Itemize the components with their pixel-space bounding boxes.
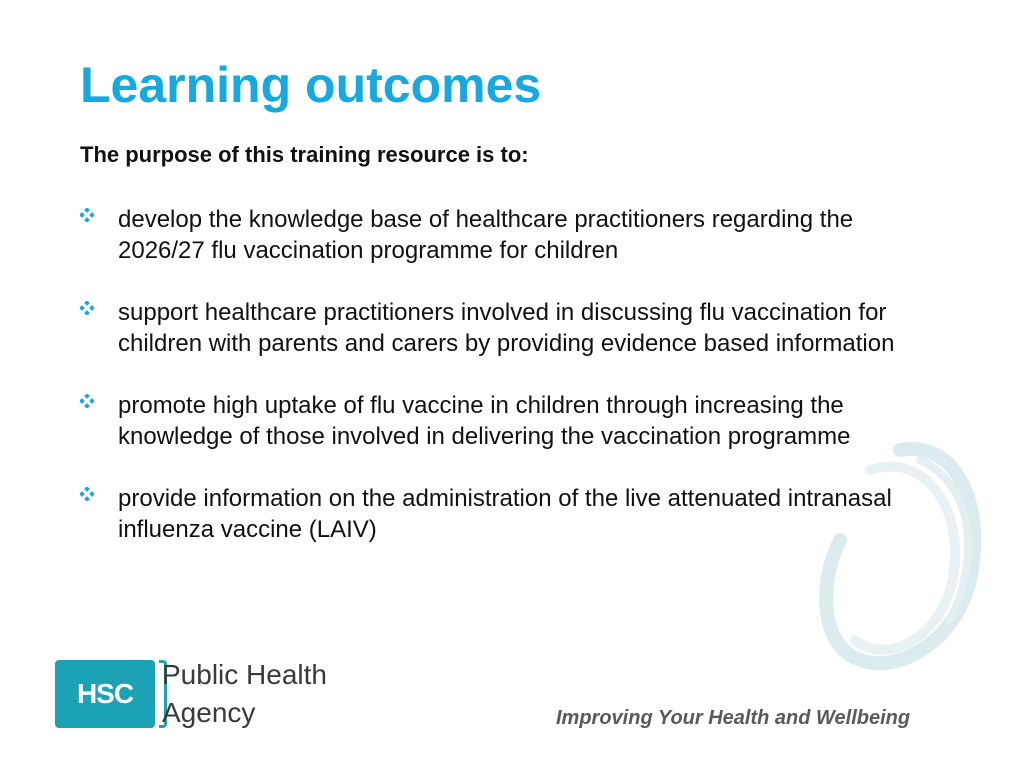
list-item bbox=[80, 390, 940, 452]
bullet-text: support healthcare practitioners involved in discussing flu vaccination for children with parents and carers by providing evidence based information bbox=[118, 299, 895, 357]
diamond-bullet-icon bbox=[80, 394, 94, 408]
hsc-logo-mark bbox=[55, 660, 155, 728]
page-title: Learning outcomes bbox=[80, 57, 542, 113]
org-name-line2: Agency bbox=[162, 697, 256, 728]
list-item bbox=[80, 204, 940, 266]
learning-outcomes-list bbox=[80, 204, 940, 576]
hsc-logo-text: HSC bbox=[76, 678, 134, 709]
diamond-bullet-icon bbox=[80, 301, 94, 315]
logo-divider bbox=[155, 660, 158, 728]
bullet-text: develop the knowledge base of healthcare practitioners regarding the 2026/27 flu vaccination programme for children bbox=[118, 206, 854, 264]
list-item bbox=[80, 297, 940, 359]
hsc-logo bbox=[55, 658, 355, 738]
bullet-text: promote high uptake of flu vaccine in children through increasing the knowledge of those involved in delivering the vaccination programme bbox=[118, 392, 851, 450]
bullet-text: provide information on the administration of the live attenuated intranasal influenza vaccine (LAIV) bbox=[118, 485, 892, 543]
org-name-line1: Public Health bbox=[162, 659, 327, 690]
list-item bbox=[80, 483, 940, 545]
intro-text: The purpose of this training resource is to: bbox=[80, 142, 529, 167]
tagline: Improving Your Health and Wellbeing bbox=[556, 707, 911, 729]
diamond-bullet-icon bbox=[80, 487, 94, 501]
diamond-bullet-icon bbox=[80, 208, 94, 222]
